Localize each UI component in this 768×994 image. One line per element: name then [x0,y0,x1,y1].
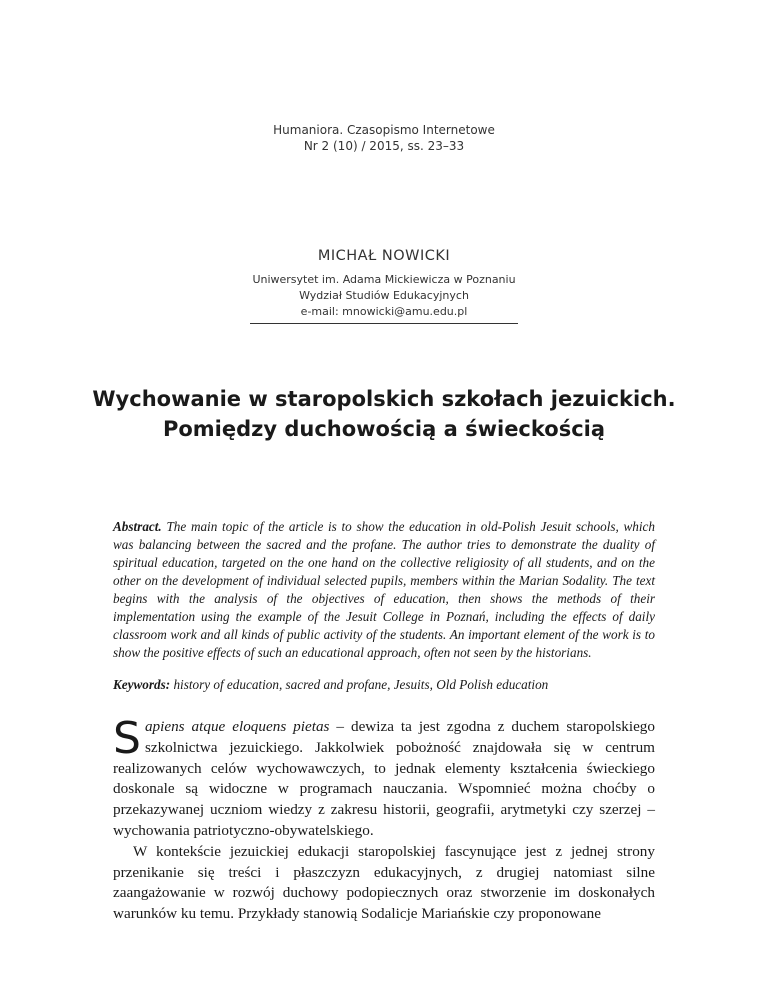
keywords-label: Keywords: [113,677,171,692]
author-name: MICHAŁ NOWICKI [317,248,451,264]
keywords [113,676,655,694]
affiliation-faculty: Wydział Studiów Edukacyjnych [299,289,469,302]
author-email[interactable]: e-mail: mnowicki@amu.edu.pl [300,305,468,318]
abstract-text: The main topic of the article is to show the education in old-Polish Jesuit schools, which was balancing between the sacred and the profane. The author tries to demonstrate the duality of spiritual education, targeted on the one hand on the collective religiosity of all students, and on the other on the development of individual selected pupils, members within the Marian Sodality. The text begins with the analysis of the objectives of education, then shows the methods of their implementation using the example of the Jesuit College in Poznań, including the effects of daily classroom work and all kinds of public activity of the students. An important element of the work is to show the positive effects of such an educational approach, often not seen by the historians. [113,519,655,660]
body-paragraph-1 [113,713,655,842]
affiliation-divider [250,323,518,324]
paragraph-1-text: – dewiza ta jest zgodna z duchem staropolskiego szkolnictwa jezuickiego. Jakkolwiek pobożność znajdowała się w centrum realizowanych celów wychowawczych, to jednak elementy kształcenia świeckiego doskonale są widoczne w programach nauczania. Wspomnieć można choćby o przekazywanej uczniom wiedzy z zakresu historii, geografii, arytmetyki czy szerzej – wychowania patriotyczno-obywatelskiego. [113,718,655,839]
drop-cap: S [113,713,141,764]
motto-italic: apiens atque eloquens pietas [144,718,330,735]
journal-header [0,122,768,154]
title-line-2: Pomiędzy duchowością a świeckością [162,417,606,441]
article-title [0,384,768,444]
journal-issue: Nr 2 (10) / 2015, ss. 23–33 [303,139,465,153]
author-block [0,246,768,324]
title-line-1: Wychowanie w staropolskich szkołach jezuickich. [92,387,676,411]
abstract-label: Abstract. [113,519,162,534]
journal-name: Humaniora. Czasopismo Internetowe [273,123,495,137]
affiliation-university: Uniwersytet im. Adama Mickiewicza w Poznaniu [252,273,516,286]
article-body [113,713,655,925]
body-paragraph-2: W kontekście jezuickiej edukacji staropolskiej fascynujące jest z jednej strony przenikanie się treści i płaszczyzn edukacyjnych, z drugiej natomiast silne zaangażowanie w rozwój duchowy podopiecznych oraz stworzenie im doskonałych warunków ku temu. Przykłady stanowią Sodalicje Mariańskie czy proponowane [113,842,655,923]
keywords-text: history of education, sacred and profane, Jesuits, Old Polish education [173,677,549,692]
abstract [113,518,655,662]
